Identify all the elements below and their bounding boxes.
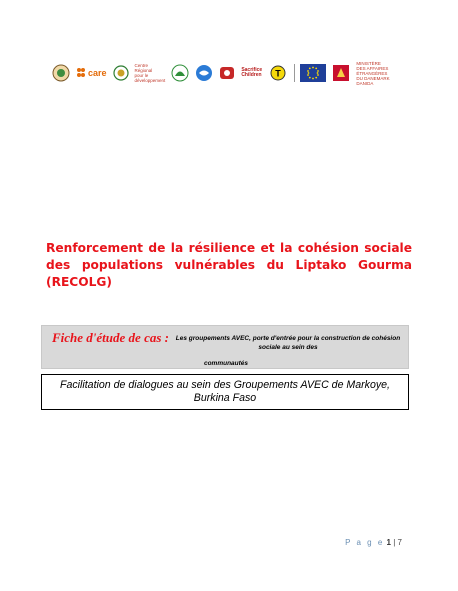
ministry-emblem-logo xyxy=(332,64,350,82)
page-number-footer xyxy=(345,538,402,547)
eu-flag-logo xyxy=(300,64,326,82)
svg-text:T: T xyxy=(275,68,281,79)
care-logo xyxy=(76,67,107,79)
page-label: P a g e xyxy=(345,538,385,547)
green-emblem-logo xyxy=(171,64,189,82)
page-current: 1 xyxy=(386,538,391,547)
sacrifice-logo xyxy=(241,68,264,78)
partner-logo-red-text xyxy=(135,63,166,83)
care-logo-text: care xyxy=(88,68,107,78)
ministry-text xyxy=(356,61,391,86)
partner-emblem-2-logo xyxy=(113,65,129,81)
red-emblem-logo xyxy=(219,65,235,81)
page-total: 7 xyxy=(397,538,402,547)
ministry-text-label: MINISTÈRE DES AFFAIRES ÉTRANGÈRES DU DANEMARK DANIDA xyxy=(356,60,390,86)
blue-globe-logo xyxy=(195,64,213,82)
page-separator: | xyxy=(393,538,396,547)
document-title: Renforcement de la résilience et la cohésion sociale des populations vulnérables du Liptako Gourma (RECOLG) xyxy=(46,241,412,289)
case-study-banner xyxy=(41,325,409,369)
logo-separator xyxy=(294,64,295,82)
case-study-label: Fiche d'étude de cas : xyxy=(52,330,169,345)
partner-emblem-1-logo xyxy=(52,64,70,82)
sacrifice-logo-text: Sacrifice Children xyxy=(241,67,263,78)
case-study-description: Les groupements AVEC, porte d'entrée pour la construction de cohésion sociale au sein des xyxy=(175,335,401,351)
case-study-description-tail: communautés xyxy=(203,360,249,367)
partner-red-text: Centre Régional pour le développement xyxy=(134,63,166,83)
case-study-subtitle: Facilitation de dialogues au sein des Groupements AVEC de Markoye, Burkina Faso xyxy=(41,374,409,410)
partner-logos-strip xyxy=(52,62,397,84)
yellow-t-logo xyxy=(270,65,286,81)
